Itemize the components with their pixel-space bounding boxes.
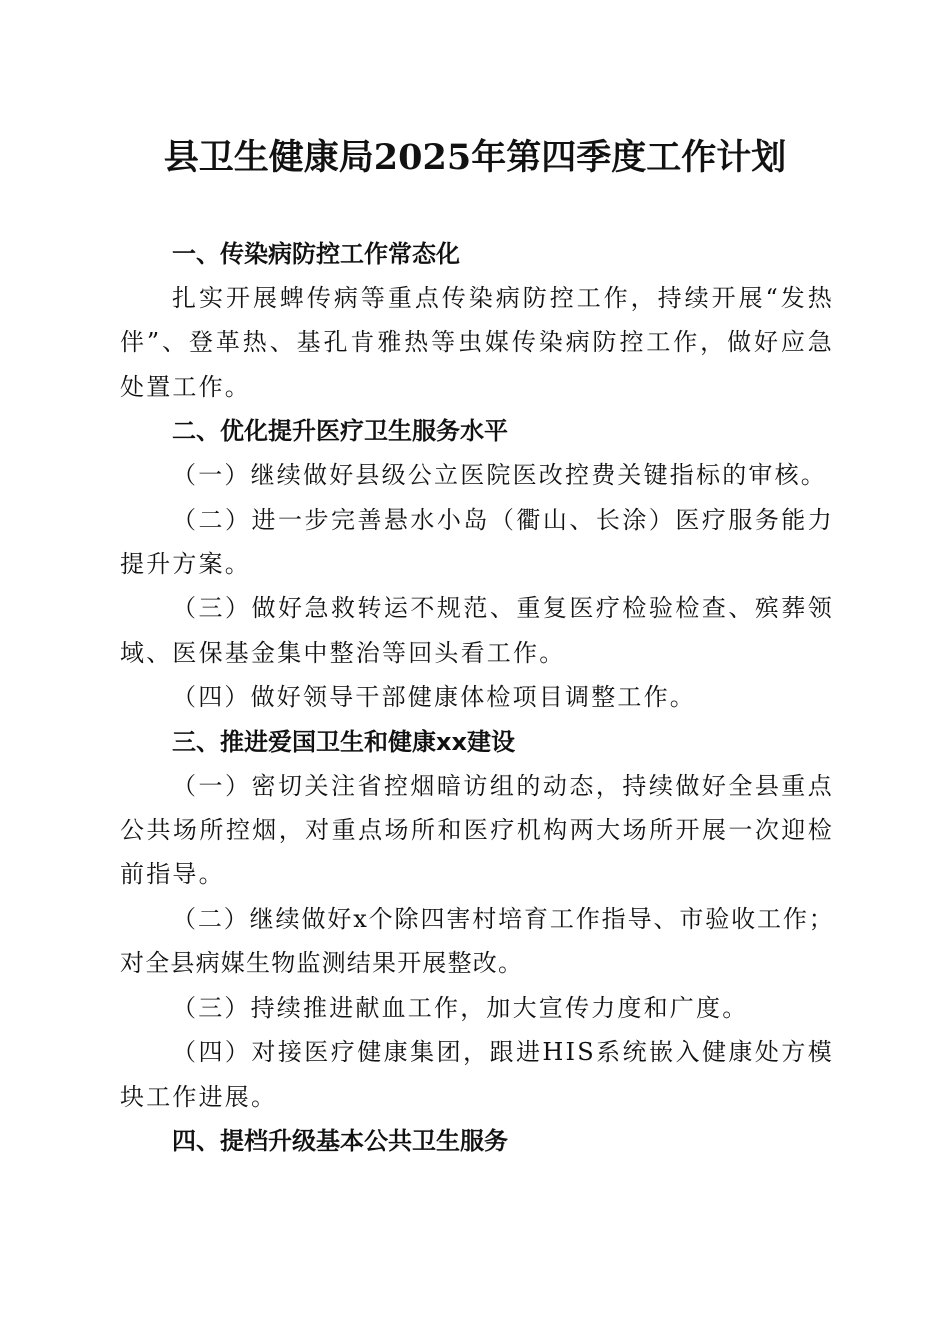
section-3-paragraph-1: （一）密切关注省控烟暗访组的动态，持续做好全县重点公共场所控烟，对重点场所和医疗机构两大场所开展一次迎检前指导。 [120,771,834,889]
section-3-paragraph-2: （二）继续做好x个除四害村培育工作指导、市验收工作；对全县病媒生物监测结果开展整改。 [120,904,834,978]
section-3-paragraph-4: （四）对接医疗健康集团，跟进HIS系统嵌入健康处方模块工作进展。 [120,1038,834,1111]
section-heading-3: 三、推进爱国卫生和健康xx建设 [172,727,515,756]
section-1-paragraph-1: 扎实开展蜱传病等重点传染病防控工作，持续开展“发热伴”、登革热、基孔肯雅热等虫媒传染病防控工作，做好应急处置工作。 [120,284,834,401]
section-heading-1: 一、传染病防控工作常态化 [172,240,460,268]
section-2-paragraph-3: （三）做好急救转运不规范、重复医疗检验检查、殡葬领域、医保基金集中整治等回头看工作。 [120,594,834,667]
section-2-paragraph-1: （一）继续做好县级公立医院医改控费关键指标的审核。 [172,461,827,490]
document-title: 县卫生健康局2025年第四季度工作计划 [163,137,787,178]
document-body [120,232,834,1163]
section-heading-2: 二、优化提升医疗卫生服务水平 [172,417,508,446]
section-3-paragraph-3: （三）持续推进献血工作，加大宣传力度和广度。 [172,993,749,1022]
section-2-paragraph-2: （二）进一步完善悬水小岛（衢山、长涂）医疗服务能力提升方案。 [120,505,834,579]
section-heading-4: 四、提档升级基本公共卫生服务 [172,1126,508,1155]
section-2-paragraph-4: （四）做好领导干部健康体检项目调整工作。 [172,683,696,712]
